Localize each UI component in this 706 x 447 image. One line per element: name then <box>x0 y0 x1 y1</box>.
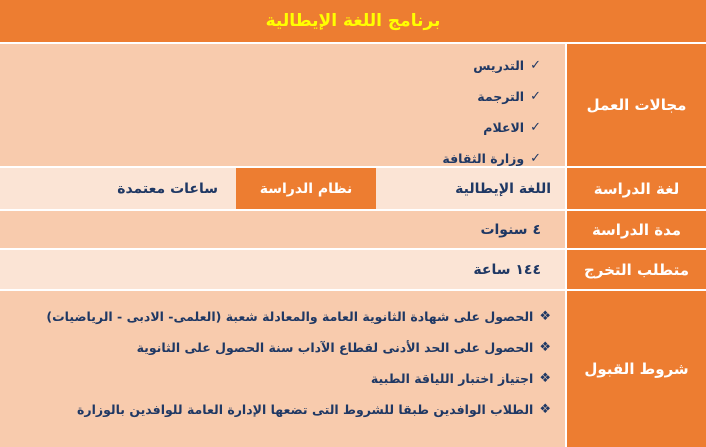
study-language-value: اللغة الإيطالية <box>455 180 551 197</box>
diamond-bullet-icon: ❖ <box>539 309 551 324</box>
study-language-label: لغة الدراسة <box>565 168 706 209</box>
list-item: ✓ الاعلام <box>483 120 541 135</box>
diamond-bullet-icon: ❖ <box>539 371 551 386</box>
list-item: ✓ الترجمة <box>477 89 541 104</box>
graduation-label: متطلب التخرج <box>565 250 706 289</box>
check-icon: ✓ <box>530 120 541 135</box>
work-fields-content <box>0 44 565 166</box>
duration-value: ٤ سنوات <box>480 221 541 238</box>
list-item: ❖ الحصول على شهادة الثانوية العامة والمعادلة شعبة (العلمى- الادبى - الرياضيات) <box>46 309 551 324</box>
row-study-language <box>0 168 706 211</box>
check-icon: ✓ <box>530 151 541 166</box>
page-title: برنامج اللغة الإيطالية <box>0 0 706 44</box>
row-graduation <box>0 250 706 291</box>
row-work-fields <box>0 44 706 168</box>
diamond-bullet-icon: ❖ <box>539 402 551 417</box>
duration-content <box>0 211 565 248</box>
study-system-value: ساعات معتمدة <box>117 180 218 197</box>
work-fields-list <box>0 44 565 174</box>
list-item: ❖ الحصول على الحد الأدنى لقطاع الآداب سنة الحصول على الثانوية <box>136 340 551 355</box>
graduation-content <box>0 250 565 289</box>
study-language-content <box>0 168 565 209</box>
check-icon: ✓ <box>530 58 541 73</box>
list-item: ✓ وزارة الثقافة <box>442 151 541 166</box>
row-admission <box>0 291 706 447</box>
diamond-bullet-icon: ❖ <box>539 340 551 355</box>
admission-content <box>0 291 565 447</box>
check-icon: ✓ <box>530 89 541 104</box>
list-item: ✓ التدريس <box>473 58 541 73</box>
duration-label: مدة الدراسة <box>565 211 706 248</box>
list-item: ❖ اجتياز اختبار اللياقة الطبية <box>370 371 551 386</box>
admission-label: شروط القبول <box>565 291 706 447</box>
list-item: ❖ الطلاب الوافدين طبقا للشروط التى تضعها الإدارة العامة للوافدين بالوزارة <box>77 402 551 417</box>
study-system-label: نظام الدراسة <box>236 168 376 209</box>
graduation-value: ١٤٤ ساعة <box>473 261 541 278</box>
row-duration <box>0 211 706 250</box>
work-fields-label: مجالات العمل <box>565 44 706 166</box>
